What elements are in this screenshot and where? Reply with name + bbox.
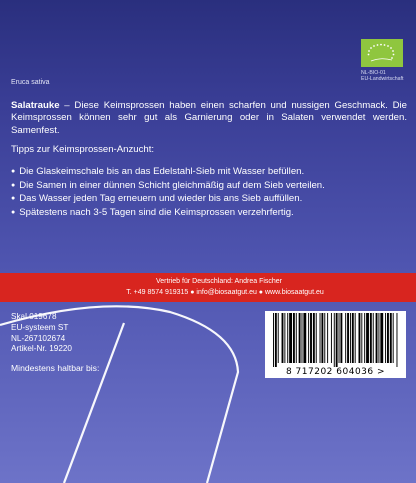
distribution-bar xyxy=(0,273,416,302)
tip-item: ● Die Samen in einer dünnen Schicht gleichmäßig auf dem Sieb verteilen. xyxy=(11,180,325,194)
description-text: – Diese Keimsprossen haben einen scharfen und nussigen Geschmack. Die Keimsprossen können sehr gut als Garnierung oder in Salaten verwendet werden. Samenfest. xyxy=(11,100,407,136)
product-description xyxy=(11,100,407,137)
tip-item: ● Spätestens nach 3-5 Tagen sind die Keimsprossen verzehrfertig. xyxy=(11,207,325,221)
tips-list xyxy=(11,156,325,220)
best-before-label: Mindestens haltbar bis: xyxy=(11,363,100,373)
eu-system-code: EU-systeem ST xyxy=(11,322,69,332)
product-title: Salatrauke xyxy=(11,100,60,111)
nl-code: NL-267102674 xyxy=(11,333,66,343)
eu-code-number: NL-BIO-01 xyxy=(361,70,386,76)
tip-item: ● Das Wasser jeden Tag erneuern und wieder bis ans Sieb auffüllen. xyxy=(11,193,325,207)
contact-line: T. +49 8574 919315 ● info@biosaatgut.eu ● www.biosaatgut.eu xyxy=(126,289,324,296)
eu-organic-logo xyxy=(361,39,403,67)
barcode-number: 8 717202 604036 > xyxy=(285,367,386,377)
eu-organic-code xyxy=(361,70,403,83)
distributor-line: Vertrieb für Deutschland: Andrea Fischer xyxy=(155,278,283,285)
eu-code-origin: EU-Landwirtschaft xyxy=(361,76,404,83)
tips-heading: Tipps zur Keimsprossen-Anzucht: xyxy=(11,144,155,155)
skal-code: Skal 019678 xyxy=(11,312,57,321)
latin-name: Eruca sativa xyxy=(11,79,50,86)
article-number: Artikel-Nr. 19220 xyxy=(11,344,72,354)
eu-leaf-icon xyxy=(361,39,403,67)
barcode xyxy=(271,313,400,367)
certification-codes xyxy=(11,312,72,355)
tip-item: ● Die Glaskeimschale bis an das Edelstahl-Sieb mit Wasser befüllen. xyxy=(11,166,325,180)
